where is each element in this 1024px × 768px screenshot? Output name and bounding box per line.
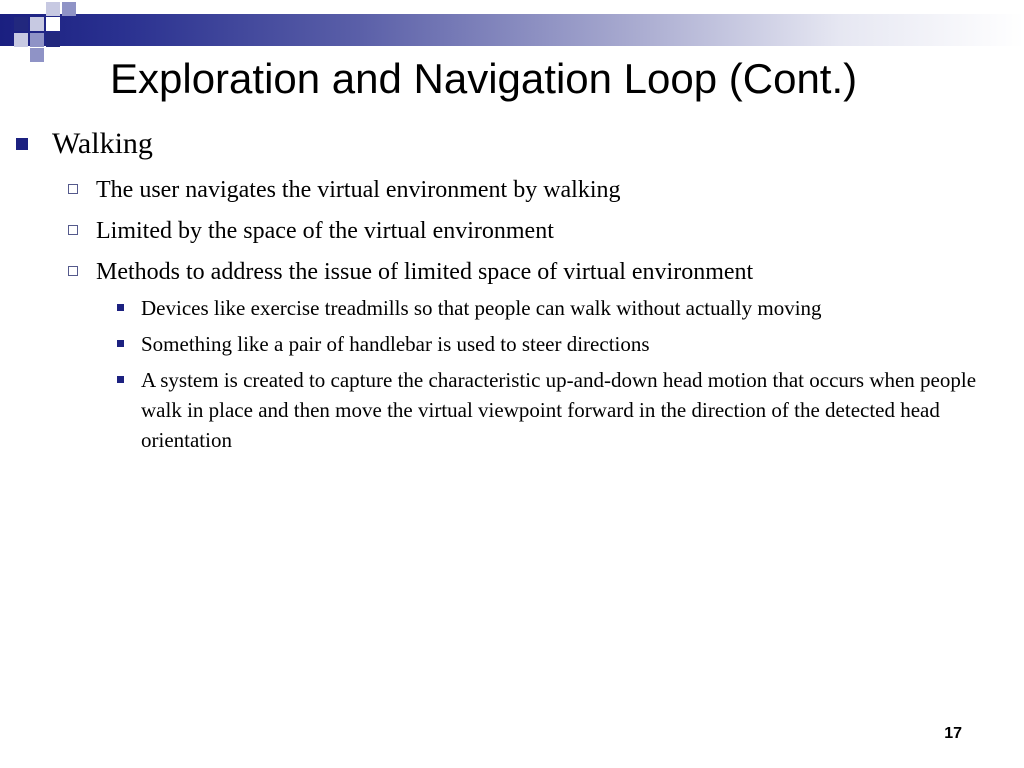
bullet-text: Devices like exercise treadmills so that people can walk without actually moving — [141, 296, 822, 320]
bullet-level-3 — [0, 365, 1024, 455]
square-bullet-icon — [117, 376, 124, 383]
slide-body — [0, 124, 1024, 455]
hollow-square-bullet-icon — [68, 225, 78, 235]
bullet-text: Walking — [52, 127, 153, 160]
bullet-text: The user navigates the virtual environment by walking — [96, 177, 621, 203]
hollow-square-bullet-icon — [68, 266, 78, 276]
bullet-level-1 — [0, 124, 1024, 164]
bullet-text: Limited by the space of the virtual environment — [96, 218, 554, 244]
bullet-text: Something like a pair of handlebar is used to steer directions — [141, 332, 650, 356]
square-bullet-icon — [117, 340, 124, 347]
bullet-level-2 — [0, 257, 1024, 287]
bullet-text: A system is created to capture the characteristic up-and-down head motion that occurs when people walk in place and then move the virtual viewpoint forward in the direction of the detected head orientation — [141, 368, 977, 452]
square-bullet-icon — [117, 304, 124, 311]
page-number: 17 — [944, 725, 962, 742]
page-title: Exploration and Navigation Loop (Cont.) — [110, 55, 858, 102]
bullet-level-3 — [0, 293, 1024, 323]
bullet-text: Methods to address the issue of limited space of virtual environment — [96, 259, 754, 285]
hollow-square-bullet-icon — [68, 184, 78, 194]
bullet-level-3 — [0, 329, 1024, 359]
bullet-level-2 — [0, 216, 1024, 246]
header-band — [0, 14, 1024, 46]
square-bullet-icon — [16, 138, 28, 150]
bullet-level-2 — [0, 175, 1024, 205]
